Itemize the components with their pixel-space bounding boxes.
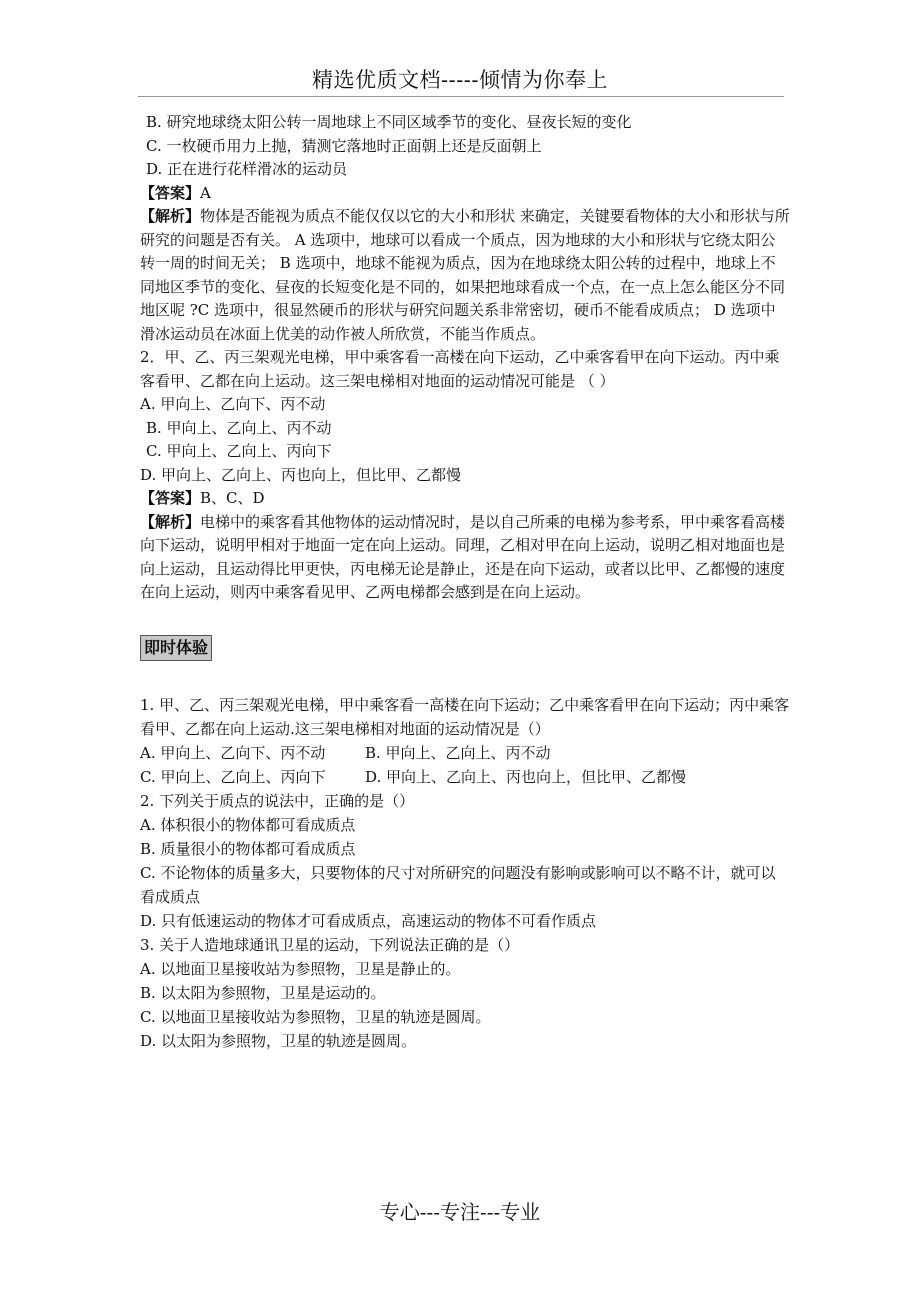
answer-tag: 【答案】 bbox=[140, 489, 201, 507]
q2-stem: 2．甲、乙、丙三架观光电梯，甲中乘客看一高楼在向下运动，乙中乘客看甲在向下运动。丙中乘客看甲、乙都在向上运动。这三架电梯相对地面的运动情况可能是 （ ） bbox=[140, 348, 780, 390]
practice-q2-stem: 2. 下列关于质点的说法中，正确的是（） bbox=[140, 791, 415, 810]
analysis-text: 物体是否能视为质点不能仅仅以它的大小和形状 来确定，关键要看物体的大小和形状与所研究的问题是否有关。 A 选项中，地球可以看成一个质点，因为地球的大小和形状与它绕太阳公转一周的时间无关； B 选项中，地球不能视为质点，因为在地球绕太阳公转的过程中，地球上不同地区季节的变化、昼夜的长短变化是不同的，如果把地球看成一个点，在一点上怎么能区分不同地区呢 ?C 选项中，很显然硬币的形状与研究问题关系非常密切，硬币不能看成质点； D 选项中滑冰运动员在冰面上优美的动作被人所欣赏，不能当作质点。 bbox=[140, 207, 790, 343]
answer-value: A bbox=[200, 183, 211, 202]
q1-option-b: B. 研究地球绕太阳公转一周地球上不同区域季节的变化、昼夜长短的变化 bbox=[146, 113, 632, 131]
practice-q1-options-row-1 bbox=[140, 741, 790, 765]
q2-option-a: A. 甲向上、乙向下、丙不动 bbox=[140, 395, 326, 413]
analysis-tag: 【解析】 bbox=[140, 207, 201, 225]
practice-q3-option-a: A. 以地面卫星接收站为参照物，卫星是静止的。 bbox=[140, 959, 461, 978]
page-footer: 专心---专注---专业 bbox=[379, 1200, 541, 1224]
q2-analysis bbox=[140, 511, 790, 605]
practice-q3-option-b: B. 以太阳为参照物，卫星是运动的。 bbox=[140, 983, 386, 1002]
practice-q1-option-a: A. 甲向上、乙向下、丙不动 bbox=[140, 743, 326, 762]
q1-option-c: C. 一枚硬币用力上抛，猜测它落地时正面朝上还是反面朝上 bbox=[146, 136, 542, 155]
header-divider bbox=[138, 96, 784, 97]
q1-answer bbox=[140, 182, 790, 206]
practice-q1-option-c: C. 甲向上、乙向上、丙向下 bbox=[140, 767, 326, 786]
q1-option-d: D. 正在进行花样滑冰的运动员 bbox=[146, 160, 348, 178]
section-title: 即时体验 bbox=[140, 635, 212, 661]
practice-q2-option-c: C. 不论物体的质量多大，只要物体的尺寸对所研究的问题没有影响或影响可以不略不计，就可以看成质点 bbox=[140, 863, 776, 906]
analysis-text: 电梯中的乘客看其他物体的运动情况时，是以自己所乘的电梯为参考系，甲中乘客看高楼向下运动，说明甲相对于地面一定在向上运动。同理，乙相对甲在向上运动，说明乙相对地面也是向上运动，且运动得比甲更快，丙电梯无论是静止，还是在向下运动，或者以比甲、乙都慢的速度在向上运动，则丙中乘客看见甲、乙两电梯都会感到是在向上运动。 bbox=[140, 512, 786, 601]
page-header-title: 精选优质文档-----倾情为你奉上 bbox=[312, 68, 608, 92]
practice-q2-option-d: D. 只有低速运动的物体才可看成质点，高速运动的物体不可看作质点 bbox=[140, 911, 597, 930]
analysis-tag: 【解析】 bbox=[140, 512, 201, 531]
practice-q2-option-a: A. 体积很小的物体都可看成质点 bbox=[140, 815, 356, 834]
q2-option-d: D. 甲向上、乙向上、丙也向上，但比甲、乙都慢 bbox=[140, 465, 462, 484]
spacer bbox=[140, 605, 790, 635]
q2-option-c: C. 甲向上、乙向上、丙向下 bbox=[146, 442, 332, 460]
section-heading bbox=[140, 635, 790, 661]
practice-q3-stem: 3. 关于人造地球通讯卫星的运动，下列说法正确的是（） bbox=[140, 935, 520, 954]
practice-q1-stem: 1. 甲、乙、丙三架观光电梯，甲中乘客看一高楼在向下运动；乙中乘客看甲在向下运动；丙中乘客看甲、乙都在向上运动.这三架电梯相对地面的运动情况是（） bbox=[140, 695, 790, 738]
spacer bbox=[140, 661, 790, 693]
practice-q1-options-row-2 bbox=[140, 765, 790, 789]
practice-q3-option-d: D. 以太阳为参照物，卫星的轨迹是圆周。 bbox=[140, 1031, 417, 1050]
practice-q2-option-b: B. 质量很小的物体都可看成质点 bbox=[140, 839, 356, 858]
q1-analysis bbox=[140, 205, 790, 346]
q2-option-b: B. 甲向上、乙向上、丙不动 bbox=[146, 418, 332, 437]
document-body bbox=[140, 111, 790, 1053]
q2-answer bbox=[140, 487, 790, 511]
answer-tag: 【答案】 bbox=[140, 183, 201, 202]
practice-q1-option-b: B. 甲向上、乙向上、丙不动 bbox=[365, 743, 551, 762]
practice-q1-option-d: D. 甲向上、乙向上、丙也向上，但比甲、乙都慢 bbox=[365, 767, 687, 786]
practice-q3-option-c: C. 以地面卫星接收站为参照物，卫星的轨迹是圆周。 bbox=[140, 1007, 491, 1026]
answer-value: B、C、D bbox=[200, 489, 265, 507]
